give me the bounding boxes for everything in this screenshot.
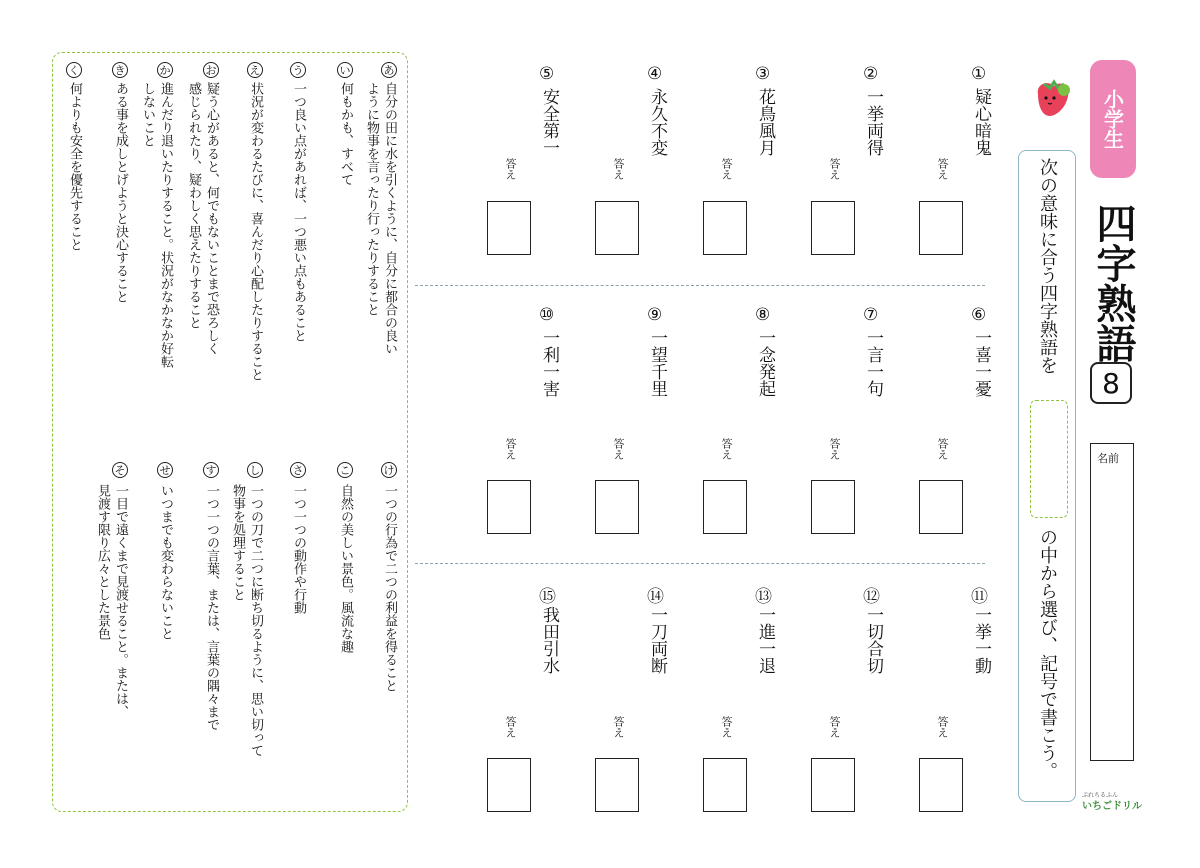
answer-box[interactable] bbox=[487, 758, 531, 812]
answer-label: 答え bbox=[504, 158, 517, 180]
answer-box[interactable] bbox=[811, 201, 855, 255]
question-word: 一挙一動 bbox=[971, 606, 991, 674]
option-key: あ bbox=[381, 62, 397, 78]
option-key: せ bbox=[157, 462, 173, 478]
option-key: え bbox=[247, 62, 263, 78]
option-key: さ bbox=[290, 462, 306, 478]
answer-label: 答え bbox=[936, 716, 949, 738]
row-divider bbox=[415, 285, 985, 286]
question-number: ⑬ bbox=[755, 587, 772, 607]
choice-box-marker bbox=[1030, 400, 1068, 518]
question-word: 一切合切 bbox=[863, 606, 883, 674]
question-number: ① bbox=[971, 64, 987, 84]
answer-box[interactable] bbox=[487, 201, 531, 255]
option-text-line: 進んだり退いたりすること。状況がなかなか好転 bbox=[158, 82, 173, 368]
option-text-line: 一つの行為で二つの利益を得ること bbox=[382, 484, 397, 692]
level-badge: 小学生 bbox=[1090, 60, 1136, 178]
question-word: 一刀両断 bbox=[647, 606, 667, 674]
option-key: す bbox=[203, 462, 219, 478]
option-key: お bbox=[203, 62, 219, 78]
option-text-line: ある事を成しとげようと決心すること bbox=[113, 82, 128, 303]
answer-label: 答え bbox=[504, 716, 517, 738]
answer-box[interactable] bbox=[919, 480, 963, 534]
answer-box[interactable] bbox=[487, 480, 531, 534]
question-word: 一挙両得 bbox=[863, 88, 883, 156]
answer-box[interactable] bbox=[703, 480, 747, 534]
answer-box[interactable] bbox=[595, 480, 639, 534]
answer-box[interactable] bbox=[919, 201, 963, 255]
question-number: ④ bbox=[647, 64, 663, 84]
option-text-line: 自分の田に水を引くように、自分に都合の良い bbox=[382, 82, 397, 355]
question-number: ⑨ bbox=[647, 305, 663, 325]
question-word: 安全第一 bbox=[539, 88, 559, 156]
option-key: し bbox=[247, 462, 263, 478]
option-key: こ bbox=[337, 462, 353, 478]
answer-label: 答え bbox=[936, 438, 949, 460]
option-text-line: 一つの刀で二つに断ち切るように、思い切って bbox=[248, 484, 263, 757]
name-label: 名前 bbox=[1097, 452, 1119, 465]
option-text-line: しないこと bbox=[140, 82, 155, 147]
option-key: う bbox=[290, 62, 306, 78]
option-text-line: 一つ一つの言葉、または、言葉の隅々まで bbox=[204, 484, 219, 731]
option-text-line: いつまでも変わらないこと bbox=[158, 484, 173, 640]
question-word: 一利一害 bbox=[539, 329, 559, 397]
option-key: き bbox=[112, 62, 128, 78]
question-number: ⑪ bbox=[971, 587, 988, 607]
answer-label: 答え bbox=[720, 158, 733, 180]
option-text-line: 疑う心があると、何でもないことまで恐ろしく bbox=[204, 82, 219, 355]
answer-label: 答え bbox=[936, 158, 949, 180]
question-number: ⑧ bbox=[755, 305, 771, 325]
answer-box[interactable] bbox=[811, 758, 855, 812]
question-word: 一進一退 bbox=[755, 606, 775, 674]
option-text-line: 感じられたり、疑わしく思えたりすること bbox=[186, 82, 201, 329]
brand-logo bbox=[1082, 790, 1142, 812]
option-text-line: 何もかも、すべて bbox=[338, 82, 353, 186]
option-text-line: ように物事を言ったり行ったりすること bbox=[364, 82, 379, 316]
option-text-line: 何よりも安全を優先すること bbox=[67, 82, 82, 251]
logo-subtext: ぷれちるふん bbox=[1082, 792, 1119, 799]
answer-label: 答え bbox=[828, 438, 841, 460]
answer-box[interactable] bbox=[595, 758, 639, 812]
option-key: か bbox=[157, 62, 173, 78]
option-key: く bbox=[66, 62, 82, 78]
option-key: い bbox=[337, 62, 353, 78]
option-text-line: 自然の美しい景色。風流な趣 bbox=[338, 484, 353, 653]
row-divider bbox=[415, 563, 985, 564]
question-number: ③ bbox=[755, 64, 771, 84]
volume-number: 8 bbox=[1090, 362, 1132, 404]
question-word: 一望千里 bbox=[647, 329, 667, 397]
question-number: ⑤ bbox=[539, 64, 555, 84]
question-number: ⑥ bbox=[971, 305, 987, 325]
logo-text: いちごドリル bbox=[1082, 801, 1142, 812]
answer-label: 答え bbox=[720, 438, 733, 460]
strawberry-icon bbox=[1030, 76, 1074, 118]
question-number: ② bbox=[863, 64, 879, 84]
question-number: ⑮ bbox=[539, 587, 556, 607]
answer-box[interactable] bbox=[703, 201, 747, 255]
option-text-line: 一目で遠くまで見渡せること。または、 bbox=[113, 484, 128, 718]
question-word: 永久不変 bbox=[647, 88, 667, 156]
option-key: そ bbox=[112, 462, 128, 478]
question-word: 我田引水 bbox=[539, 606, 559, 674]
question-number: ⑩ bbox=[539, 305, 555, 325]
option-text-line: 一つ良い点があれば、一つ悪い点もあること bbox=[291, 82, 306, 342]
answer-box[interactable] bbox=[811, 480, 855, 534]
answer-label: 答え bbox=[612, 438, 625, 460]
answer-box[interactable] bbox=[919, 758, 963, 812]
answer-label: 答え bbox=[828, 158, 841, 180]
answer-box[interactable] bbox=[703, 758, 747, 812]
question-word: 一言一句 bbox=[863, 329, 883, 397]
options-panel bbox=[52, 52, 408, 812]
question-word: 花鳥風月 bbox=[755, 88, 775, 156]
answer-label: 答え bbox=[504, 438, 517, 460]
question-number: ⑦ bbox=[863, 305, 879, 325]
question-word: 疑心暗鬼 bbox=[971, 88, 991, 156]
option-key: け bbox=[381, 462, 397, 478]
worksheet-title: 四字熟語 bbox=[1090, 202, 1136, 363]
instruction-text-1: 次の意味に合う四字熟語を bbox=[1037, 158, 1058, 374]
instruction-text-2: の中から選び、記号で書こう。 bbox=[1037, 528, 1058, 780]
question-number: ⑭ bbox=[647, 587, 664, 607]
answer-label: 答え bbox=[828, 716, 841, 738]
option-text-line: 状況が変わるたびに、喜んだり心配したりすること bbox=[248, 82, 263, 381]
answer-box[interactable] bbox=[595, 201, 639, 255]
answer-label: 答え bbox=[612, 716, 625, 738]
option-text-line: 見渡す限り広々とした景色 bbox=[95, 484, 110, 640]
option-text-line: 物事を処理すること bbox=[230, 484, 245, 601]
question-word: 一念発起 bbox=[755, 329, 775, 397]
question-number: ⑫ bbox=[863, 587, 880, 607]
answer-label: 答え bbox=[612, 158, 625, 180]
name-field[interactable] bbox=[1090, 443, 1134, 761]
option-text-line: 一つ一つの動作や行動 bbox=[291, 484, 306, 614]
answer-label: 答え bbox=[720, 716, 733, 738]
question-word: 一喜一憂 bbox=[971, 329, 991, 397]
